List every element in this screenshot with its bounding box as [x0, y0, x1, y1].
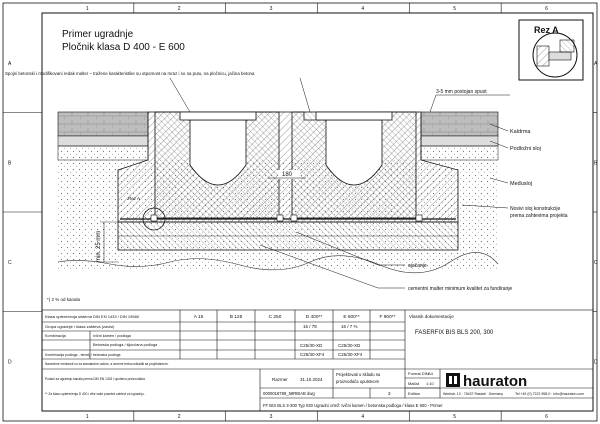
table-row2-sub: Ivični kamen / podloga: [93, 334, 131, 338]
grid-col-label-top: 1: [85, 6, 89, 12]
grid-col-label-top: 2: [177, 6, 181, 12]
scale-label: Razmer: [272, 377, 288, 382]
company-address: Werkstr. 13 · 76437 Rastatt · Germany: [443, 392, 504, 396]
resp-value: proizvođača uputstvom: [336, 379, 380, 384]
grid-row-label-right: C: [594, 259, 598, 266]
title-line-1: Primer ugradnje: [62, 29, 134, 40]
grid-col-label-bottom: 1: [85, 414, 89, 420]
label-ojacanje: ojačanje: [408, 263, 427, 269]
hauraton-logo-icon: [446, 373, 460, 387]
grid-col-label-bottom: 5: [453, 414, 457, 420]
class-header-cell: A 15: [193, 315, 204, 320]
class-header-cell: B 125: [229, 315, 243, 320]
note-top: Spojni betonski i modifikovani redak malter – tražene karakteristike su otpornost na mraz i so na putu, na pločnicu, jačina betona: [5, 71, 255, 76]
label-kaldrma: Kaldrma: [510, 129, 531, 135]
grid-row-label-left: D: [8, 359, 12, 366]
label-nosivi-2: prema zahtevima projekta: [510, 213, 568, 219]
company-contact: Tel +49 (0) 7222 958-0 · info@hauraton.com: [515, 392, 585, 396]
sheet-number: 3: [388, 391, 391, 396]
grid-row-label-right: D: [594, 359, 598, 366]
grid-row-label-left: A: [8, 60, 12, 67]
table-row3-val-e: C25/30-XD: [338, 343, 361, 348]
format-label: Format DIN: [408, 371, 429, 376]
table-product: FASERFIX BIS BLS 200, 300: [415, 330, 494, 336]
channel-2: [292, 112, 416, 218]
note-1: Navedene vrednosti su za standardne uslove, a izmene treba uskladiti sa projektantom.: [45, 362, 169, 366]
rez-a-small-label: Rez A: [128, 196, 141, 201]
label-podlozni-sloj: Podložni sloj: [510, 146, 541, 152]
table-row3-val-d: C25/30-XD: [300, 343, 323, 348]
grid-col-label-bottom: 3: [269, 414, 273, 420]
note-gap: 3-5 mm postojan spust: [436, 89, 487, 95]
resp-label: Projektovati u skladu sa: [336, 372, 381, 377]
table-row4-val-d: C25/30-XF4: [300, 352, 325, 357]
grid-col-label-top: 4: [361, 6, 365, 12]
dim-min-25-label: min. 25 mm: [96, 230, 102, 262]
class-header-cell: D 400**: [305, 315, 323, 320]
grid-col-label-top: 3: [269, 6, 273, 12]
detail-label: Rez A: [534, 25, 559, 35]
company-name: hauraton: [463, 373, 528, 390]
label-cement: cementni malter minimum kvalitet za fundiranje: [408, 286, 513, 292]
grid-row-label-right: A: [594, 60, 598, 67]
table-row1-val-e: 16 / 7 %: [341, 324, 358, 329]
table-row1-val-d: 16 / 78: [303, 324, 317, 329]
paving-right: [421, 112, 498, 160]
class-header-cell: C 250: [268, 315, 282, 320]
grid-row-label-left: C: [8, 259, 12, 266]
scale-label-2: Maßst: [408, 381, 420, 386]
dim-180-label: 180: [282, 172, 293, 178]
grid-row-label-left: B: [8, 160, 12, 167]
note-3: ** Za klasu opterećenja D 400 i više važe posebni zahtevi za ugradnju.: [45, 392, 145, 396]
drawing-number: 0000018799_58RBIAB dwg: [263, 391, 315, 396]
label-nosivi-1: Nosivi sloj konstrukcije: [510, 206, 561, 212]
date-value: 31.10.2024: [300, 377, 323, 382]
edition-label: Edition: [408, 391, 421, 396]
grid-col-label-bottom: 2: [177, 414, 181, 420]
grid-col-label-top: 6: [545, 6, 548, 12]
table-row4-val-e: C25/30-XF4: [338, 352, 363, 357]
class-headers: [194, 314, 396, 320]
table-row4-label: Kombinacija podloga - temelj / betonska podloga: [45, 353, 121, 357]
grid-col-label-top: 5: [453, 6, 457, 12]
paving-left: [58, 112, 148, 160]
grid-col-label-bottom: 4: [361, 414, 365, 420]
format-value: A4: [428, 371, 433, 376]
class-header-cell: F 900**: [379, 315, 396, 320]
label-medusloj: Međusloj: [510, 181, 533, 187]
footnote: *) 2 % od kanala: [47, 297, 81, 302]
channel-1: [155, 112, 279, 218]
class-header-cell: E 600**: [343, 315, 360, 320]
footer-description: FF BIS BLS 3-300 Typ 030 Ugradni crtež: Ivični kamen / betonska podloga / klasa E 600 - Primer: [263, 403, 443, 408]
title-line-2: Pločnik klasa D 400 - E 600: [62, 42, 185, 53]
grid-row-label-right: B: [594, 160, 598, 167]
hauraton-logo: [446, 373, 527, 390]
table-row1-label: Grupa ugradnje / klasa zahteva (zavisi): [45, 324, 115, 329]
table-row2-label: Kombinacija: [45, 334, 66, 338]
scale-value: 1:10: [426, 381, 434, 386]
note-2: Podaci za ugradnju kanala prema DIN EN 1433 i uputstvu proizvođača.: [45, 377, 146, 381]
table-row3-sub: Betonska podloga / šljunčana podloga: [93, 343, 158, 347]
table-class-header: Klasa opterećenja sistema DIN EN 1433 / DIN 19580: [45, 314, 140, 319]
grid-col-label-bottom: 6: [545, 414, 548, 420]
table-maker-label: Vlasnik dokumentacije: [409, 314, 454, 319]
detail-rez-a: [519, 20, 583, 80]
